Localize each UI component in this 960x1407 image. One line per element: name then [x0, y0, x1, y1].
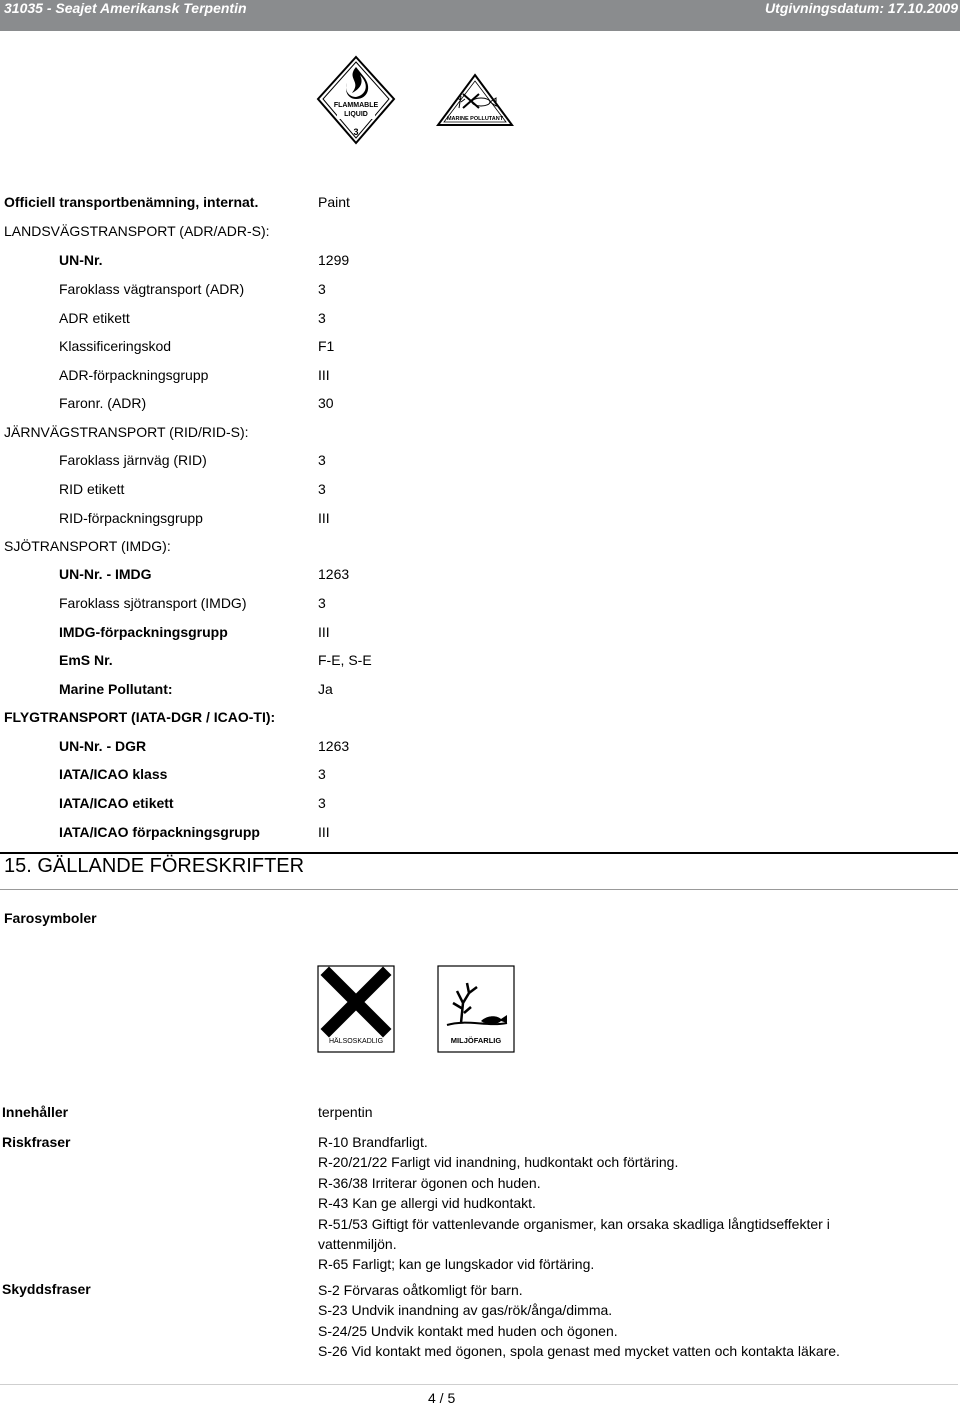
road-value: III: [318, 367, 330, 383]
r-phrase: R-65 Farligt; kan ge lungskador vid förtäring.: [318, 1256, 595, 1273]
r-phrases-label: Riskfraser: [2, 1134, 71, 1150]
sea-value: 1263: [318, 566, 350, 582]
road-value: 3: [318, 281, 326, 297]
proper-shipping-name-value: Paint: [318, 194, 350, 210]
document-header: [0, 0, 960, 31]
air-value: 1263: [318, 738, 350, 754]
road-label: ADR-förpackningsgrupp: [59, 367, 209, 383]
air-label: IATA/ICAO klass: [59, 766, 168, 782]
section-rule-top: [0, 852, 958, 854]
rail-transport-header: JÄRNVÄGSTRANSPORT (RID/RID-S):: [4, 424, 249, 440]
road-value: F1: [318, 338, 335, 354]
sea-label: UN-Nr. - IMDG: [59, 566, 152, 582]
document-title: 31035 - Seajet Amerikansk Terpentin: [4, 0, 247, 16]
page-number: 4 / 5: [428, 1390, 456, 1406]
road-value: 30: [318, 395, 334, 411]
contains-value: terpentin: [318, 1104, 373, 1120]
rail-label: Faroklass järnväg (RID): [59, 452, 207, 468]
marine-pollutant-text: MARINE POLLUTANT: [446, 116, 504, 122]
sea-label: IMDG-förpackningsgrupp: [59, 624, 228, 640]
r-phrase: R-20/21/22 Farligt vid inandning, hudkontakt och förtäring.: [318, 1154, 679, 1171]
harmful-x-cross-icon: [317, 965, 395, 1053]
footer-rule: [0, 1384, 958, 1385]
road-label: Faroklass vägtransport (ADR): [59, 281, 245, 297]
s-phrase: S-2 Förvaras oåtkomligt för barn.: [318, 1282, 523, 1298]
r-phrase: R-51/53 Giftigt för vattenlevande organismer, kan orsaka skadliga långtidseffekter i vattenmiljön.: [318, 1215, 830, 1253]
s-phrase: S-24/25 Undvik kontakt med huden och ögonen.: [318, 1322, 618, 1339]
flammable-class: 3: [353, 127, 359, 137]
road-value: 3: [318, 310, 326, 326]
flammable-line2: LIQUID: [344, 111, 368, 118]
road-transport-header: LANDSVÄGSTRANSPORT (ADR/ADR-S):: [4, 223, 270, 239]
s-phrase: S-23 Undvik inandning av gas/rök/ånga/dimma.: [318, 1302, 613, 1319]
contains-label: Innehåller: [2, 1104, 69, 1120]
sea-value: Ja: [318, 681, 333, 697]
air-transport-header: FLYGTRANSPORT (IATA-DGR / ICAO-TI):: [4, 709, 276, 725]
road-value: 1299: [318, 252, 350, 268]
road-label: ADR etikett: [59, 310, 130, 326]
flammable-line1: FLAMMABLE: [333, 102, 379, 109]
proper-shipping-name-label: Officiell transportbenämning, internat.: [4, 194, 259, 210]
environment-caption: MILJÖFARLIG: [450, 1036, 502, 1045]
air-value: III: [318, 824, 330, 840]
sea-label: Faroklass sjötransport (IMDG): [59, 595, 247, 611]
s-phrases-list: [318, 1280, 878, 1362]
sea-label: EmS Nr.: [59, 652, 113, 668]
hazard-symbols-label: Farosymboler: [4, 910, 97, 926]
air-label: IATA/ICAO förpackningsgrupp: [59, 824, 260, 840]
harmful-caption: HÄLSOSKADLIG: [328, 1038, 384, 1045]
environment-dead-tree-fish-icon: [437, 965, 515, 1053]
sea-label: Marine Pollutant:: [59, 681, 173, 697]
section-rule-bottom: [0, 889, 958, 890]
r-phrase: R-43 Kan ge allergi vid hudkontakt.: [318, 1195, 536, 1212]
rail-value: III: [318, 510, 330, 526]
sea-value: 3: [318, 595, 326, 611]
r-phrase: R-36/38 Irriterar ögonen och huden.: [318, 1174, 541, 1191]
rail-value: 3: [318, 481, 326, 497]
road-label: Klassificeringskod: [59, 338, 172, 354]
air-value: 3: [318, 795, 326, 811]
rail-value: 3: [318, 452, 326, 468]
sea-value: F-E, S-E: [318, 652, 372, 668]
r-phrase: R-10 Brandfarligt.: [318, 1134, 428, 1150]
road-label: Faronr. (ADR): [59, 395, 147, 411]
s-phrase: S-26 Vid kontakt med ögonen, spola genast med mycket vatten och kontakta läkare.: [318, 1343, 840, 1360]
flammable-liquid-diamond-icon: [316, 55, 396, 145]
sea-transport-header: SJÖTRANSPORT (IMDG):: [4, 538, 171, 554]
section-15-title: 15. GÄLLANDE FÖRESKRIFTER: [4, 855, 305, 877]
air-value: 3: [318, 766, 326, 782]
road-label: UN-Nr.: [59, 252, 103, 268]
air-label: IATA/ICAO etikett: [59, 795, 174, 811]
rail-label: RID etikett: [59, 481, 125, 497]
r-phrases-list: [318, 1132, 878, 1275]
sea-value: III: [318, 624, 330, 640]
marine-pollutant-triangle-icon: [435, 72, 515, 128]
air-label: UN-Nr. - DGR: [59, 738, 147, 754]
issue-date: Utgivningsdatum: 17.10.2009: [765, 0, 958, 16]
rail-label: RID-förpackningsgrupp: [59, 510, 203, 526]
s-phrases-label: Skyddsfraser: [2, 1281, 91, 1297]
